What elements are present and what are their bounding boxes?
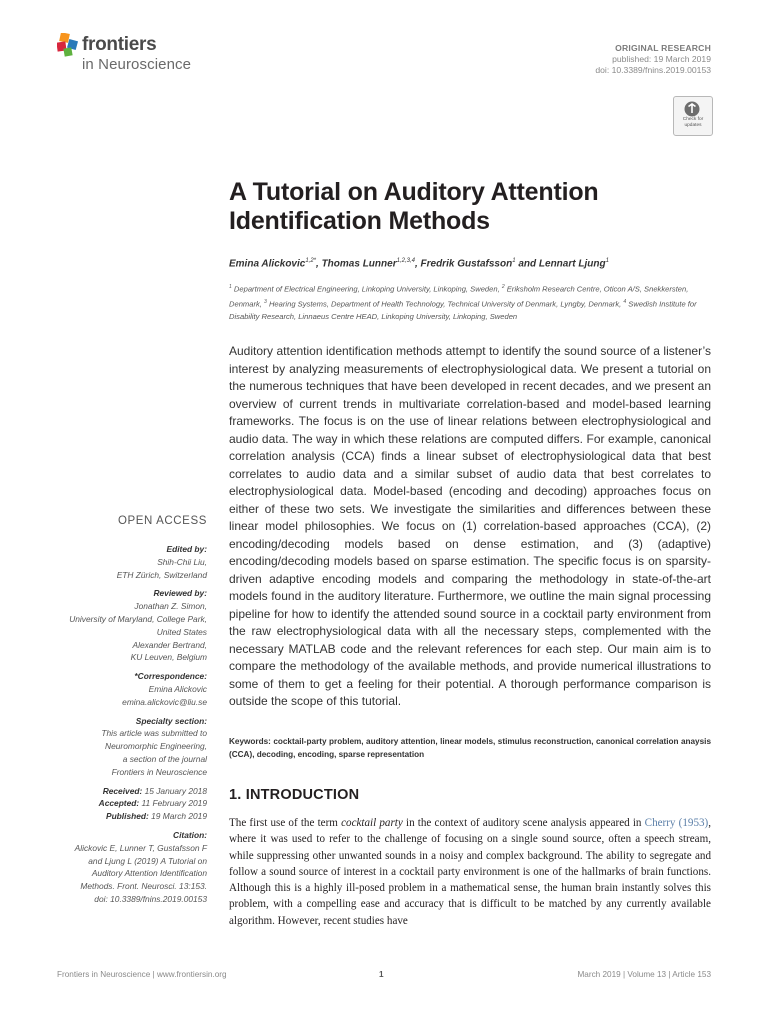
open-access-label: OPEN ACCESS [117,515,207,527]
editor-affiliation: ETH Zürich, Switzerland [116,569,207,580]
accepted-date: Accepted: 11 February 2019 [98,798,207,809]
footer-journal[interactable]: Frontiers in Neuroscience | www.frontiersin.org [57,970,227,979]
keywords: Keywords: cocktail-party problem, auditory attention, linear models, stimulus reconstruction, canonical correlation anaysis (CCA), decoding, encoding, sparse representation [229,737,711,759]
editor-name: Shih-Chii Liu, [157,556,207,567]
article-info-sidebar: Edited by: Shih-Chii Liu, ETH Zürich, Switzerland Reviewed by: Jonathan Z. Simon, University of Maryland, College Park, United States Alexander Bertrand, KU Leuven, Belgium *Correspondence: Emina Alickovic emina.alickovic@liu.se Specialty section: This article was submitted to Neuromorphic Engineering, a section of the journal Frontiers in Neuroscience Received: 15 January 2018 Accepted: 11 February 2019 Published: 19 March 2019 Citation: Alickovic E, Lunner T, Gustafsson F and Ljung L (2019) A Tutorial on Auditory Attention Identification Methods. Front. Neurosci. 13:153. doi: 10.3389/fnins.2019.00153 [57,543,207,906]
check-for-updates-badge[interactable] [673,96,713,136]
correspondence-label: *Correspondence: [134,671,207,682]
reference-link-cherry[interactable]: Cherry (1953) [644,817,709,829]
correspondence-email[interactable]: emina.alickovic@liu.se [122,696,207,707]
author-name[interactable]: Emina Alickovic [229,258,306,270]
article-title: A Tutorial on Auditory Attention Identification Methods [229,178,599,235]
abstract: Auditory attention identification methods attempt to identify the sound source of a listener’s interest by analyzing measurements of electrophysiological data. We present a tutorial on the numerous techniques that have been developed in recent decades, and we present an overview of current trends in multivariate correlation-based and model-based learning frameworks. The focus is on the use of linear relations between electrophysiological and audio data. The way in which these relations are computed differs. For example, canonical correlation analysis (CCA) finds a linear subset of electrophysiological data that best correlates to audio data and a similar subset of audio data that best correlates to electrophysiological data. Model-based (encoding and decoding) approaches focus on either of these two sets. We investigate the similarities and differences between these linear model philosophies. We focus on (1) correlation-based approaches (CCA), (2) encoding/decoding models based on dense estimation, and (3) (adaptive) encoding/decoding models based on sparse estimation. The specific focus is on sparsity-driven adaptive encoding models and comparing the methodology in state-of-the-art models found in the auditory literature. Furthermore, we outline the main signal processing pipeline for how to identify the attended sound source in a cocktail party environment from the raw electrophysiological data with all the necessary steps, complemented with the necessary MATLAB code and the relevant references for each step. Our main aim is to compare the methodology of the available methods, and provide numerical illustrations to some of them to get a feeling for their potential. A thorough performance comparison is outside the scope of this tutorial. [229,344,711,708]
page-number: 1 [379,970,384,979]
check-updates-icon [682,100,702,118]
reviewer-name: Alexander Bertrand, [132,639,207,650]
author-name[interactable]: Fredrik Gustafsson [420,258,513,270]
correspondence-name: Emina Alickovic [148,683,207,694]
article-type: ORIGINAL RESEARCH [615,43,711,53]
published-date-sidebar: Published: 19 March 2019 [105,811,207,822]
footer-issue: March 2019 | Volume 13 | Article 153 [577,970,711,979]
edited-by-label: Edited by: [166,544,207,554]
author-list: Emina Alickovic$^{1,2*}$, Thomas Lunner$^{1,2,3,4}$, Fredrik Gustafsson$^1$ and Lennart Ljung$^1$ [229,258,609,270]
published-date: published: 19 March 2019 [612,54,711,64]
introduction-paragraph: The first use of the term cocktail party in the context of auditory scene analysis appeared in Cherry (1953), where it was used to refer to the challenge of focusing on a single sound source, often a speech stream, while suppressing other unwanted sounds in a noisy and complex background. The ability to segregate and follow a sound source of interest in a cocktail party environment is one of the hallmarks of brain functions. Although this is a highly ill-posed problem in a mathematical sense, the human brain instantly solves this problem, with a compelling ease and accuracy that is difficult to be matched by any currently available algorithm. However, recent studies have [229,817,712,927]
logo-journal-text: in Neuroscience [82,56,192,73]
reviewed-by-label: Reviewed by: [153,588,207,599]
doi-link[interactable]: doi: 10.3389/fnins.2019.00153 [595,65,711,75]
article-meta-header [595,43,711,76]
section-heading-introduction: 1. INTRODUCTION [229,787,360,803]
reviewer-affiliation: KU Leuven, Belgium [130,652,207,663]
journal-logo[interactable] [57,33,217,81]
citation-label: Citation: [173,829,207,840]
badge-label: Check for updates [682,117,704,128]
author-name[interactable]: Lennart Ljung [538,258,606,270]
citation-doi[interactable]: doi: 10.3389/fnins.2019.00153 [94,893,207,904]
frontiers-logo-icon [57,33,79,57]
specialty-section-label: Specialty section: [135,715,207,726]
author-name[interactable]: Thomas Lunner [321,258,397,270]
reviewer-name: Jonathan Z. Simon, [134,601,207,612]
affiliations: $^1$ Department of Electrical Engineering, Linkoping University, Linkoping, Sweden, $^2$ Eriksholm Research Centre, Oticon A/S, Snekkersten, Denmark, $^3$ Hearing Systems, Department of Health Technology, Technical University of Denmark, Lyngby, Denmark, $^4$ Swedish Institute for Disability Research, Linnaeus Centre HEAD, Linkoping University, Linkoping, Sweden [229,284,697,322]
reviewer-affiliation: University of Maryland, College Park, [69,613,207,624]
received-date: Received: 15 January 2018 [102,785,207,796]
logo-brand-text: frontiers [82,34,157,55]
reviewer-affiliation: United States [156,626,207,637]
